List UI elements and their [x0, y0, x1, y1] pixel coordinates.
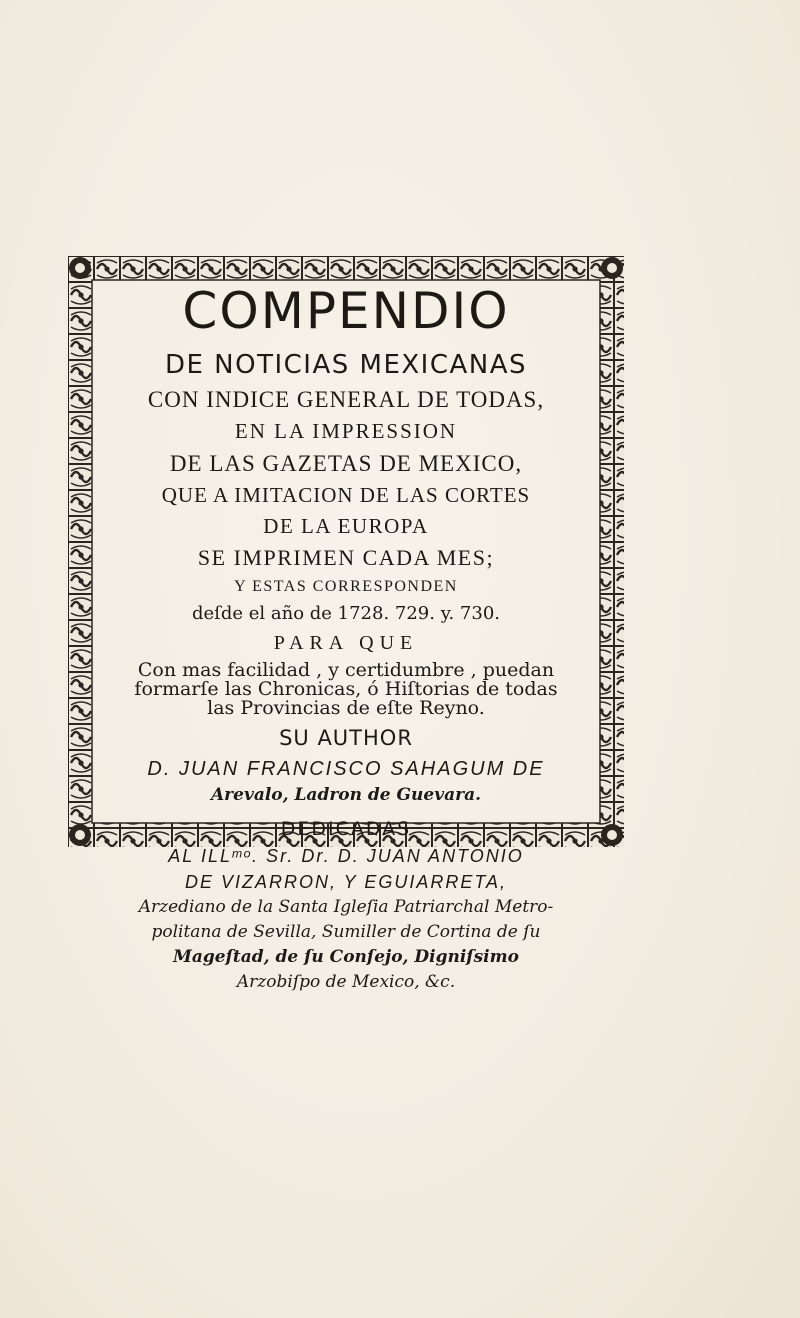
title-line-7: Y ESTAS CORRESPONDEN — [234, 578, 458, 595]
dedication-line-2: DE VIZARRON, Y EGUIARRETA, — [184, 872, 508, 892]
author-place: Arevalo, Ladron de Guevara. — [210, 785, 482, 805]
title-text-block — [92, 278, 600, 992]
purpose-paragraph — [92, 661, 600, 718]
dedication-line-6: Arzobiſpo de Mexico, &c. — [236, 972, 456, 992]
title-line-5: DE LA EUROPA — [263, 514, 429, 538]
body-line-3: las Provincias de eſte Reyno. — [207, 697, 485, 719]
title-line-2: EN LA IMPRESSION — [234, 419, 458, 443]
title-line-1: CON INDICE GENERAL DE TODAS, — [147, 387, 545, 412]
body-line-1: Con mas facilidad , y certidumbre , puedan — [137, 659, 555, 681]
dedication-line-3: Arzediano de la Santa Igleſia Patriarchal Metro- — [138, 897, 554, 917]
document-subtitle: DE NOTICIAS MEXICANAS — [164, 350, 528, 380]
document-title: COMPENDIO — [182, 282, 510, 340]
title-line-4: QUE A IMITACION DE LAS CORTES — [161, 483, 531, 507]
body-line-2: formarſe las Chronicas, ó Hiſtorias de todas — [134, 678, 558, 700]
title-line-8: deſde el año de 1728. 729. y. 730. — [192, 603, 500, 624]
author-heading: SU AUTHOR — [279, 726, 413, 750]
dedication-line-4: politana de Sevilla, Sumiller de Cortina de ſu — [151, 922, 541, 942]
title-line-9: PARA QUE — [273, 632, 419, 654]
dedication-line-5: Mageſtad, de ſu Conſejo, Digniſsimo — [173, 947, 519, 967]
author-name: D. JUAN FRANCISCO SAHAGUM DE — [147, 758, 545, 780]
title-line-6: SE IMPRIMEN CADA MES; — [197, 545, 495, 570]
title-line-3: DE LAS GAZETAS DE MEXICO, — [169, 451, 523, 476]
dedication-line-1: AL ILLᵐᵒ. Sr. Dr. D. JUAN ANTONIO — [168, 846, 524, 866]
ornamental-frame — [68, 256, 624, 992]
dedication-heading: DEDICADAS — [280, 818, 412, 840]
